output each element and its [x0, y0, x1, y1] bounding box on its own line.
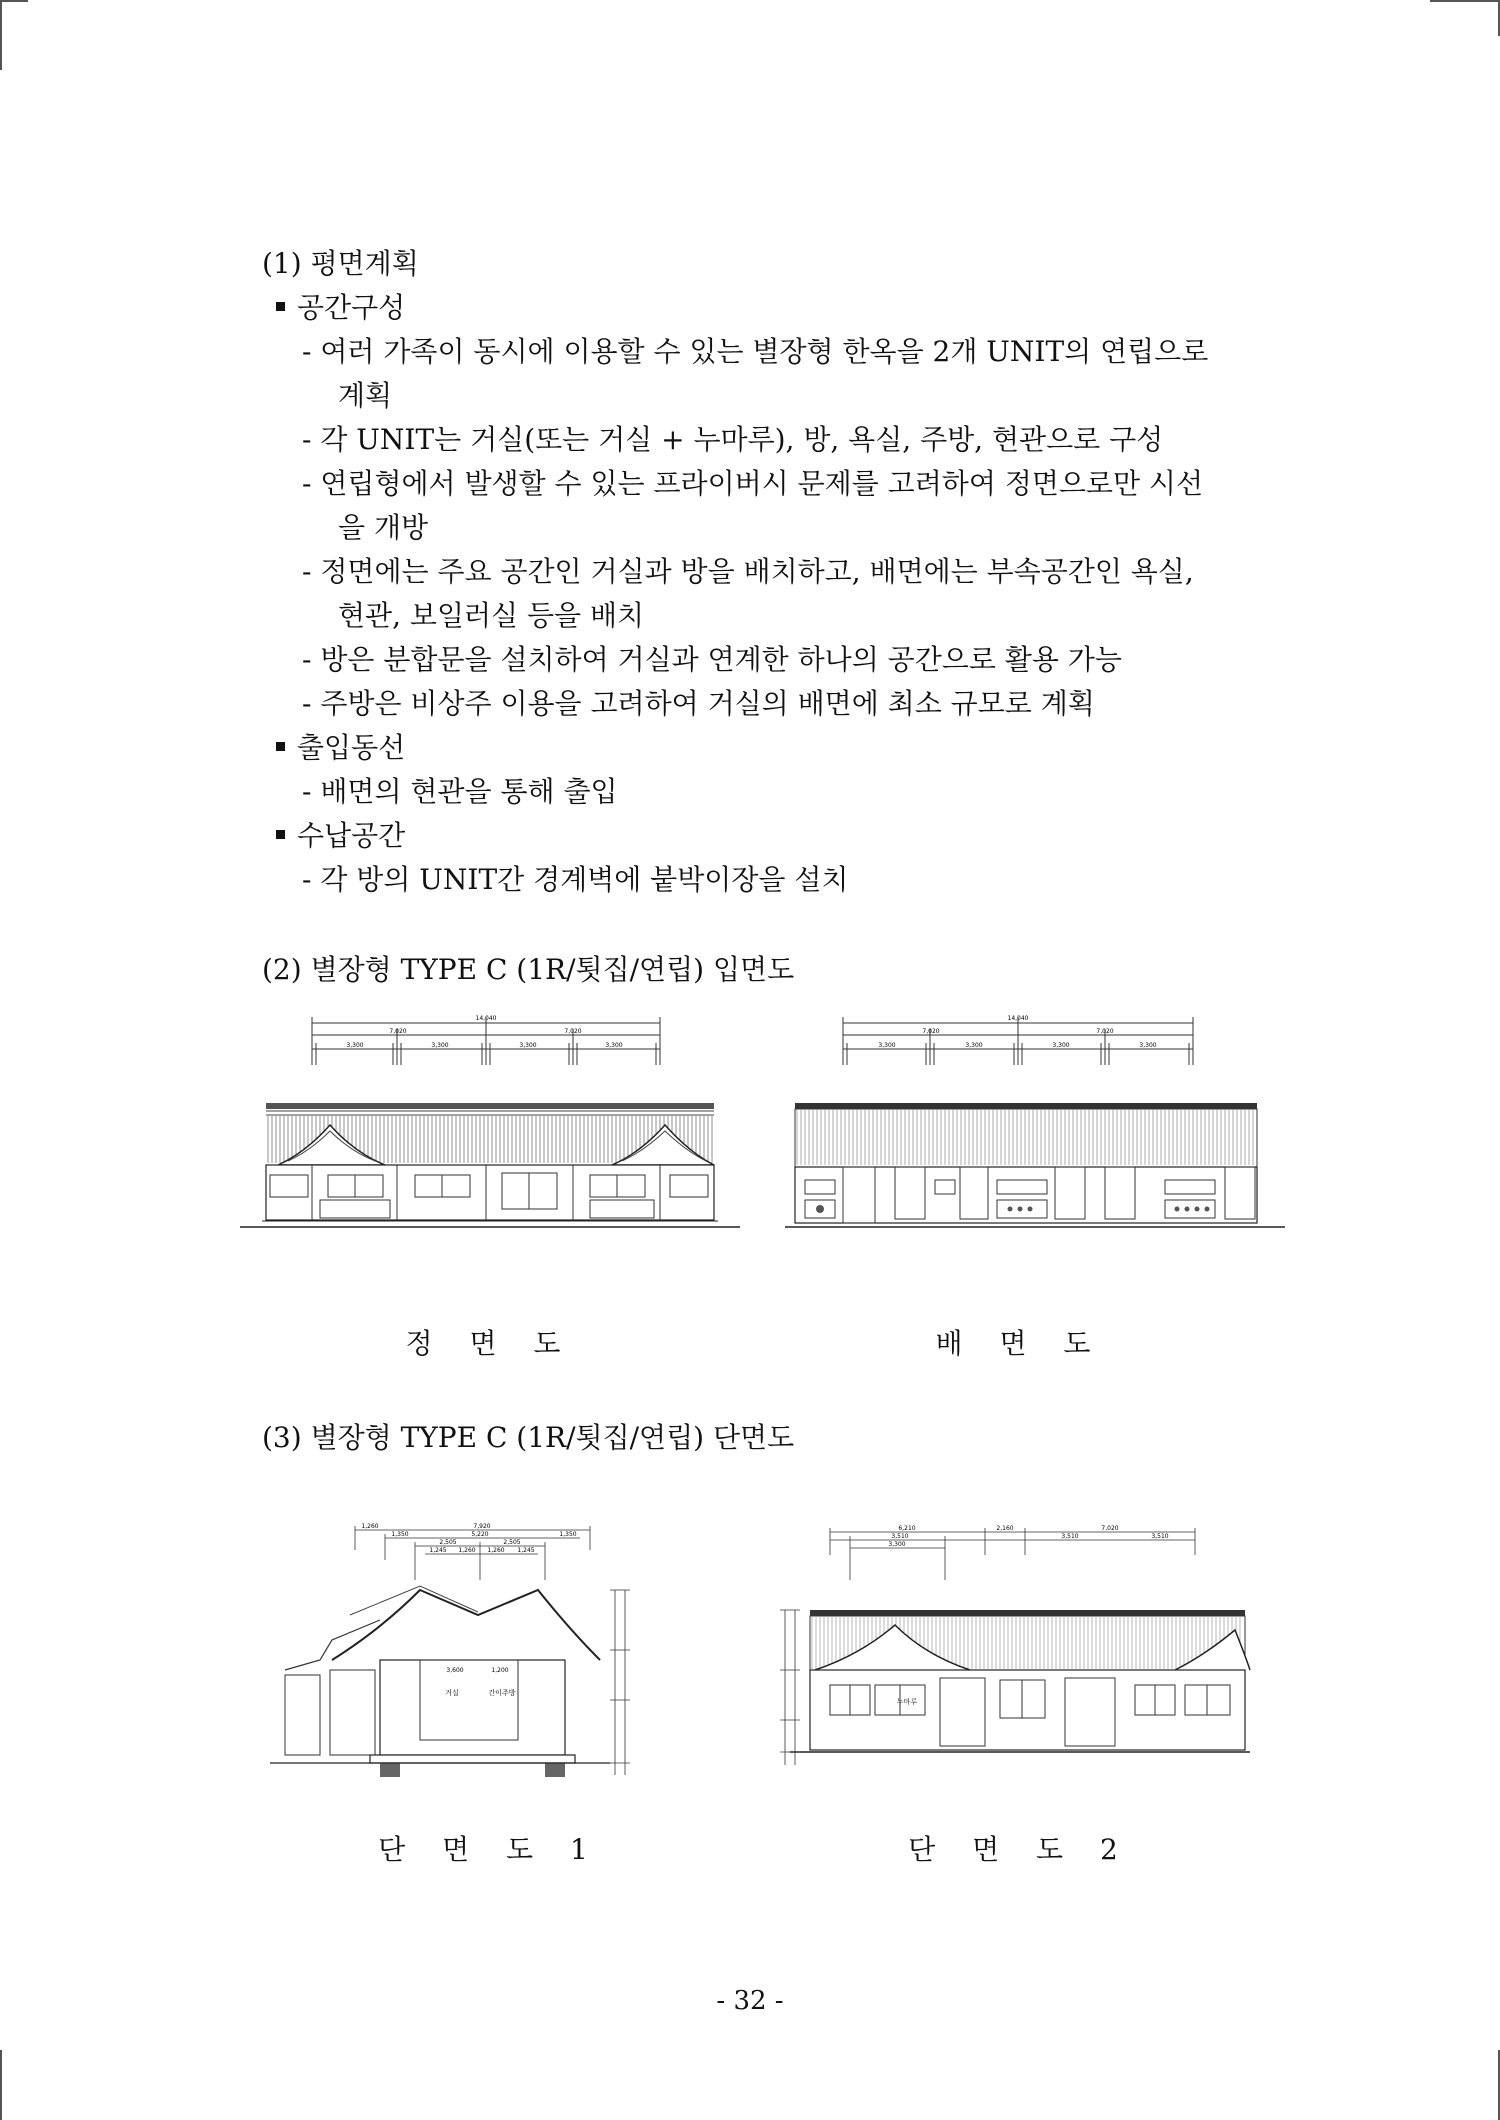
dim-bay: 3,300: [431, 1042, 449, 1049]
bullet-square-icon: [276, 830, 285, 839]
dim-label: 1,245: [429, 1547, 447, 1554]
body-text: [262, 242, 1302, 992]
section-drawing-2: [775, 1520, 1255, 1780]
dim-label: 3,510: [1061, 1533, 1079, 1540]
caption-section-1: 단 면 도 1: [378, 1833, 602, 1866]
dim-label: 7,020: [1101, 1525, 1119, 1532]
dim-half: 7,020: [922, 1028, 940, 1035]
dim-bay: 3,300: [605, 1042, 623, 1049]
dim-bay: 3,300: [519, 1042, 537, 1049]
room-label-living: 거실: [445, 1689, 459, 1697]
text-line: - 여러 가족이 동시에 이용할 수 있는 별장형 한옥을 2개 UNIT의 연립으로: [302, 335, 1209, 368]
front-elevation-drawing: [240, 1005, 740, 1255]
back-elevation-drawing: [785, 1005, 1285, 1255]
text-line: - 연립형에서 발생할 수 있는 프라이버시 문제를 고려하여 정면으로만 시선: [302, 467, 1204, 500]
dim-label: 3,510: [891, 1533, 909, 1540]
bullet-square-icon: [276, 742, 285, 751]
dim-label: 7,920: [473, 1523, 491, 1530]
bullet-circulation: 출입동선: [276, 726, 1302, 770]
dim-label: 5,220: [471, 1531, 489, 1538]
dim-half: 7,020: [1096, 1028, 1114, 1035]
dim-label: 1,260: [487, 1547, 505, 1554]
room-label-kitchen: 간이주방: [488, 1689, 516, 1697]
text-line: 을 개방: [338, 511, 429, 544]
bullet-storage: 수납공간: [276, 814, 1302, 858]
dim-label: 3,600: [446, 1667, 464, 1674]
dim-label: 1,245: [517, 1547, 535, 1554]
dim-label: 6,210: [898, 1525, 916, 1532]
crop-mark-top-left: [0, 0, 2, 70]
bullet-square-icon: [276, 302, 285, 311]
text-line: - 각 방의 UNIT간 경계벽에 붙박이장을 설치: [302, 863, 849, 896]
dim-total: 14,040: [1007, 1015, 1029, 1022]
dim-bay: 3,300: [965, 1042, 983, 1049]
heading-floor-plan: (1) 평면계획: [262, 247, 419, 280]
caption-back-elevation: 배 면 도: [935, 1327, 1105, 1360]
heading-section: (3) 별장형 TYPE C (1R/툇집/연립) 단면도: [262, 1421, 795, 1454]
page-number: - 32 -: [716, 1986, 784, 2016]
dim-label: 2,505: [503, 1539, 521, 1546]
section-drawing-1: [270, 1520, 690, 1780]
text-line: - 각 UNIT는 거실(또는 거실 + 누마루), 방, 욕실, 주방, 현관으로 구성: [302, 423, 1164, 456]
crop-mark-bottom-left: [0, 2050, 2, 2120]
dim-label: 3,510: [1151, 1533, 1169, 1540]
crop-mark-top-right-h: [1430, 0, 1500, 2]
text-line: 계획: [338, 379, 393, 412]
dim-bay: 3,300: [878, 1042, 896, 1049]
heading-elevation: (2) 별장형 TYPE C (1R/툇집/연립) 입면도: [262, 953, 795, 986]
caption-front-elevation: 정 면 도: [405, 1327, 575, 1360]
dim-label: 1,260: [361, 1523, 379, 1530]
room-label-numaru: 누마루: [896, 1698, 918, 1706]
dim-label: 1,200: [491, 1667, 509, 1674]
text-line: - 배면의 현관을 통해 출입: [302, 775, 618, 808]
dim-label: 1,350: [391, 1531, 409, 1538]
dim-label: 1,260: [458, 1547, 476, 1554]
dim-bay: 3,300: [346, 1042, 364, 1049]
text-line: - 정면에는 주요 공간인 거실과 방을 배치하고, 배면에는 부속공간인 욕실,: [302, 555, 1194, 588]
dim-bay: 3,300: [1052, 1042, 1070, 1049]
text-line: - 방은 분합문을 설치하여 거실과 연계한 하나의 공간으로 활용 가능: [302, 643, 1122, 676]
bullet-space-composition: 공간구성: [276, 286, 1302, 330]
text-line: 현관, 보일러실 등을 배치: [338, 599, 645, 632]
text-line: - 주방은 비상주 이용을 고려하여 거실의 배면에 최소 규모로 계획: [302, 687, 1095, 720]
dim-label: 2,160: [996, 1525, 1014, 1532]
dim-half: 7,020: [389, 1028, 407, 1035]
dim-label: 3,300: [888, 1541, 906, 1548]
dim-label: 1,350: [559, 1531, 577, 1538]
caption-section-2: 단 면 도 2: [908, 1833, 1132, 1866]
dim-bay: 3,300: [1139, 1042, 1157, 1049]
dim-label: 2,505: [439, 1539, 457, 1546]
crop-mark-top-left-h: [0, 0, 28, 2]
dim-total: 14,040: [475, 1015, 497, 1022]
dim-half: 7,020: [564, 1028, 582, 1035]
